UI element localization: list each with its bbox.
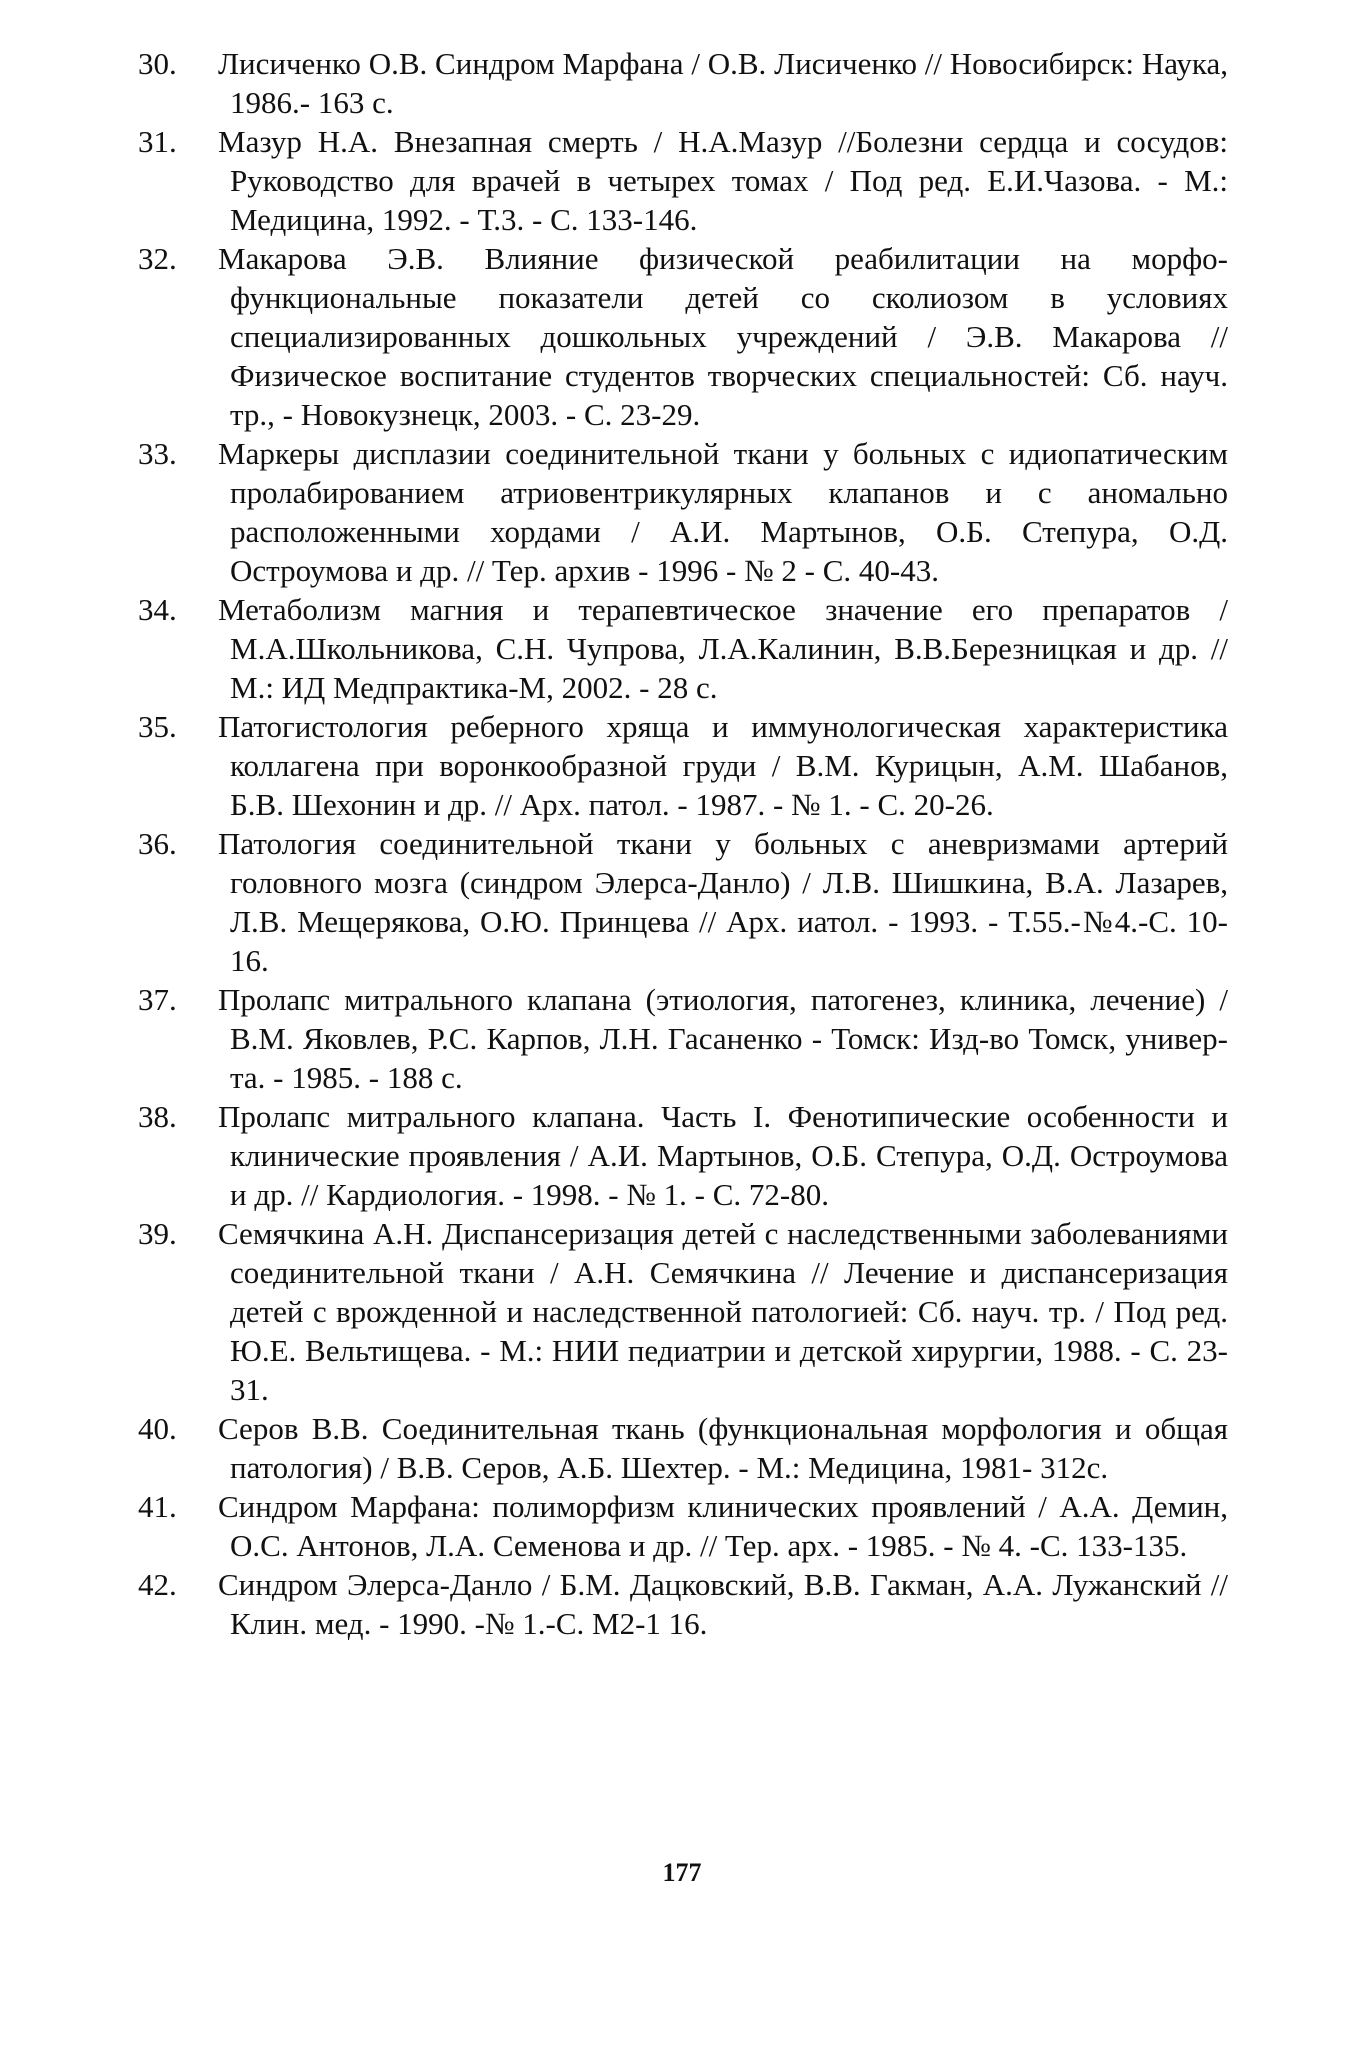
reference-number: 39.	[138, 1216, 177, 1251]
reference-text: Синдром Элерса-Данло / Б.М. Дацковский, В.В. Гакман, А.А. Лужанский // Клин. мед. - 1990. -№ 1.-С. М2-1 16.	[218, 1567, 1228, 1641]
reference-item	[138, 1487, 1228, 1565]
reference-number: 30.	[138, 46, 177, 81]
reference-text: Семячкина А.Н. Диспансеризация детей с наследственными заболеваниями соединительной ткани / А.Н. Семячкина // Лечение и диспансеризация детей с врожденной и наследственной патологией: Сб. науч. тр. / Под ред. Ю.Е. Вельтищева. - М.: НИИ педиатрии и детской хирургии, 1988. - С. 23-31.	[218, 1216, 1228, 1407]
reference-text: Патогистология реберного хряща и иммунологическая характеристика коллагена при воронкообразной груди / В.М. Курицын, А.М. Шабанов, Б.В. Шехонин и др. // Арх. патол. - 1987. - № 1. - С. 20-26.	[218, 709, 1228, 822]
reference-item	[138, 980, 1228, 1097]
reference-text: Макарова Э.В. Влияние физической реабилитации на морфо-функциональные показатели детей со сколиозом в условиях специализированных дошкольных учреждений / Э.В. Макарова // Физическое воспитание студентов творческих специальностей: Сб. науч. тр., - Новокузнецк, 2003. - С. 23-29.	[218, 241, 1228, 432]
reference-item	[138, 434, 1228, 590]
reference-text: Маркеры дисплазии соединительной ткани у больных с идиопатическим пролабированием атриовентрикулярных клапанов и с аномально расположенными хордами / А.И. Мартынов, О.Б. Степура, О.Д. Остроумова и др. // Тер. архив - 1996 - № 2 - С. 40-43.	[218, 436, 1228, 588]
reference-item	[138, 122, 1228, 239]
reference-item	[138, 1565, 1228, 1643]
reference-item	[138, 590, 1228, 707]
reference-text: Синдром Марфана: полиморфизм клинических проявлений / А.А. Демин, О.С. Антонов, Л.А. Семенова и др. // Тер. арх. - 1985. - № 4. -С. 133-135.	[218, 1489, 1228, 1563]
reference-item	[138, 44, 1228, 122]
reference-number: 32.	[138, 241, 177, 276]
reference-text: Лисиченко О.В. Синдром Марфана / О.В. Лисиченко // Новосибирск: Наука, 1986.- 163 с.	[218, 46, 1228, 120]
reference-text: Патология соединительной ткани у больных с аневризмами артерий головного мозга (синдром Элерса-Данло) / Л.В. Шишкина, В.А. Лазарев, Л.В. Мещерякова, О.Ю. Принцева // Арх. иатол. - 1993. - Т.55.-№4.-С. 10-16.	[218, 826, 1228, 978]
reference-number: 38.	[138, 1099, 177, 1134]
reference-item	[138, 824, 1228, 980]
page-number: 177	[662, 1858, 702, 1887]
reference-list	[138, 44, 1228, 1643]
reference-number: 42.	[138, 1567, 177, 1602]
reference-text: Пролапс митрального клапана. Часть I. Фенотипические особенности и клинические проявления / А.И. Мартынов, О.Б. Степура, О.Д. Остроумова и др. // Кардиология. - 1998. - № 1. - С. 72-80.	[218, 1099, 1228, 1212]
reference-number: 37.	[138, 982, 177, 1017]
reference-item	[138, 1097, 1228, 1214]
reference-number: 34.	[138, 592, 177, 627]
reference-number: 31.	[138, 124, 177, 159]
reference-number: 41.	[138, 1489, 177, 1524]
reference-number: 33.	[138, 436, 177, 471]
reference-text: Метаболизм магния и терапевтическое значение его препаратов / М.А.Школьникова, С.Н. Чупрова, Л.А.Калинин, В.В.Березницкая и др. // М.: ИД Медпрактика-М, 2002. - 28 с.	[218, 592, 1228, 705]
reference-item	[138, 1214, 1228, 1409]
reference-item	[138, 239, 1228, 434]
reference-item	[138, 707, 1228, 824]
reference-number: 35.	[138, 709, 177, 744]
reference-number: 40.	[138, 1411, 177, 1446]
reference-text: Серов В.В. Соединительная ткань (функциональная морфология и общая патология) / В.В. Серов, А.Б. Шехтер. - М.: Медицина, 1981- 312с.	[218, 1411, 1228, 1485]
reference-text: Пролапс митрального клапана (этиология, патогенез, клиника, лечение) / В.М. Яковлев, Р.С. Карпов, Л.Н. Гасаненко - Томск: Изд-во Томск, универ-та. - 1985. - 188 с.	[218, 982, 1228, 1095]
reference-number: 36.	[138, 826, 177, 861]
reference-text: Мазур Н.А. Внезапная смерть / Н.А.Мазур //Болезни сердца и сосудов: Руководство для врачей в четырех томах / Под ред. Е.И.Чазова. - М.: Медицина, 1992. - Т.3. - С. 133-146.	[218, 124, 1228, 237]
reference-item	[138, 1409, 1228, 1487]
